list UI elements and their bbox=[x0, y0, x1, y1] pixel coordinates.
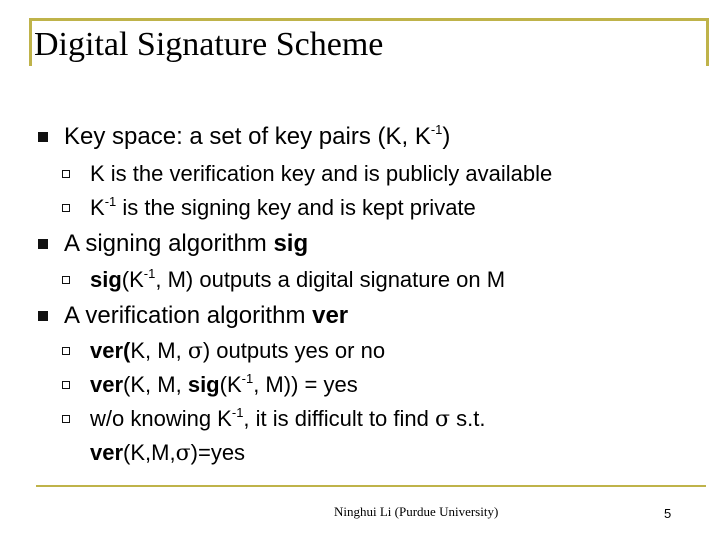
hollow-square-bullet-icon bbox=[62, 170, 70, 178]
square-bullet-icon bbox=[38, 311, 48, 321]
bullet-text: A verification algorithm ver bbox=[64, 302, 349, 329]
slide-title: Digital Signature Scheme bbox=[34, 26, 384, 63]
hollow-square-bullet-icon bbox=[62, 415, 70, 423]
title-rule-left bbox=[29, 18, 32, 66]
hollow-square-bullet-icon bbox=[62, 204, 70, 212]
sub-bullet-text: ver(K, M, $sig(K^{-1}$, M)) = yes bbox=[90, 370, 358, 397]
hollow-square-bullet-icon bbox=[62, 276, 70, 284]
hollow-square-bullet-icon bbox=[62, 347, 70, 355]
square-bullet-icon bbox=[38, 132, 48, 142]
page-number: 5 bbox=[664, 506, 672, 521]
bullet-text: A signing algorithm sig bbox=[64, 230, 309, 257]
footer-rule bbox=[36, 485, 706, 487]
sub-bullet-text: ver(K, M, σ) outputs yes or no bbox=[90, 338, 386, 364]
square-bullet-icon bbox=[38, 239, 48, 249]
sub-bullet-text: ver(K,M,σ)=yes bbox=[90, 440, 246, 466]
hollow-square-bullet-icon bbox=[62, 381, 70, 389]
sub-bullet-text: $sig(K^{-1}$, M) outputs a digital signature on M bbox=[90, 265, 506, 292]
bullet-text: Key space: a set of key pairs (K, $K^{-1}$) bbox=[64, 122, 451, 150]
sub-bullet-text: K is the verification key and is publicly available bbox=[90, 161, 553, 186]
sub-bullet-text: $K^{-1}$ is the signing key and is kept private bbox=[90, 193, 476, 220]
title-rule-right bbox=[706, 18, 709, 66]
footer-author: Ninghui Li (Purdue University) bbox=[334, 504, 499, 519]
sub-bullet-text: w/o knowing $K^{-1}$, it is difficult to find σ s.t. bbox=[90, 404, 486, 432]
title-rule-top bbox=[29, 18, 709, 21]
